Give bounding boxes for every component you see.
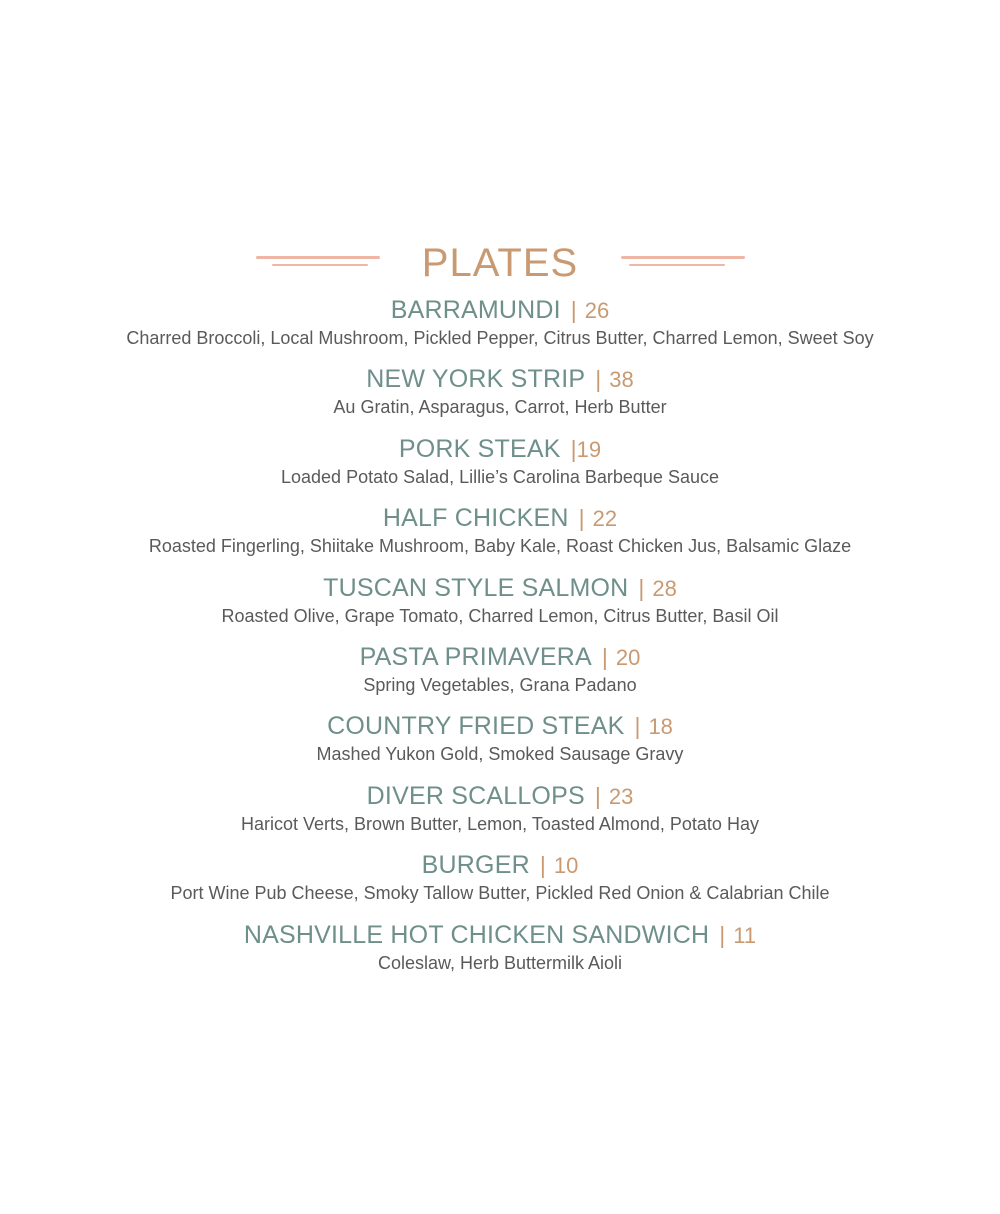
menu-item-heading (0, 572, 1000, 604)
menu-item-heading (0, 433, 1000, 465)
price-separator: | (578, 505, 585, 532)
decorative-lines-right (621, 256, 745, 268)
menu-item-heading (0, 710, 1000, 742)
menu-item-price: 23 (608, 783, 634, 809)
menu-item-description: Haricot Verts, Brown Butter, Lemon, Toasted Almond, Potato Hay (241, 813, 759, 834)
menu-item-heading (0, 641, 1000, 673)
menu-item-heading (0, 502, 1000, 534)
menu-item-price: 18 (648, 714, 673, 740)
menu-item-name: HALF CHICKEN (382, 504, 569, 533)
menu-item-heading (0, 780, 1000, 812)
price-separator: | (601, 643, 608, 670)
menu-item (0, 780, 1000, 849)
menu-item-name: PORK STEAK (398, 434, 561, 463)
menu-item (0, 710, 1000, 779)
menu-item-name: TUSCAN STYLE SALMON (323, 573, 629, 602)
menu-item-price: 26 (584, 298, 610, 323)
menu-item-description: Loaded Potato Salad, Lillie’s Carolina Barbeque Sauce (281, 466, 719, 487)
section-title: PLATES (421, 241, 579, 285)
menu-item-description: Coleslaw, Herb Buttermilk Aioli (377, 952, 623, 973)
menu-item-heading (0, 919, 1000, 951)
menu-list (0, 294, 1000, 988)
price-separator: | (570, 297, 577, 323)
menu-item-price: 11 (733, 922, 757, 948)
price-separator: | (595, 366, 602, 393)
menu-item-heading (0, 849, 1000, 881)
menu-item (0, 849, 1000, 918)
menu-item-name: PASTA PRIMAVERA (359, 642, 592, 671)
menu-item-name: NEW YORK STRIP (366, 365, 586, 394)
menu-item-description: Roasted Olive, Grape Tomato, Charred Lemon, Citrus Butter, Basil Oil (221, 605, 779, 626)
menu-item-name: BARRAMUNDI (390, 296, 561, 324)
price-separator: | (719, 921, 726, 948)
menu-item-price: 10 (553, 853, 579, 879)
menu-item (0, 363, 1000, 432)
menu-item-heading (0, 363, 1000, 395)
menu-item-description: Au Gratin, Asparagus, Carrot, Herb Butter (333, 397, 667, 418)
menu-item-price: 19 (576, 436, 602, 462)
menu-item (0, 294, 1000, 363)
price-separator: | (638, 574, 645, 601)
menu-item-price: 22 (592, 506, 618, 532)
menu-item-heading (0, 294, 1000, 326)
price-separator: | (634, 713, 641, 740)
menu-item-description: Mashed Yukon Gold, Smoked Sausage Gravy (316, 744, 684, 765)
decorative-line (629, 264, 725, 266)
menu-item-name: NASHVILLE HOT CHICKEN SANDWICH (243, 920, 710, 949)
menu-item (0, 919, 1000, 988)
price-separator: | (539, 852, 546, 879)
price-separator: | (570, 435, 577, 462)
section-header (0, 238, 1000, 288)
menu-item-description: Port Wine Pub Cheese, Smoky Tallow Butter, Pickled Red Onion & Calabrian Chile (170, 883, 830, 904)
menu-item (0, 433, 1000, 502)
price-separator: | (594, 782, 601, 809)
decorative-line (621, 256, 745, 259)
menu-item-description: Charred Broccoli, Local Mushroom, Pickled Pepper, Citrus Butter, Charred Lemon, Sweet Soy (126, 328, 874, 348)
menu-item (0, 572, 1000, 641)
menu-item (0, 641, 1000, 710)
menu-item-name: COUNTRY FRIED STEAK (327, 712, 625, 741)
menu-item-price: 20 (615, 644, 641, 670)
menu-item-name: BURGER (421, 851, 530, 880)
menu-item-price: 38 (609, 367, 634, 393)
menu-item-description: Spring Vegetables, Grana Padano (363, 674, 637, 695)
menu-item (0, 502, 1000, 571)
menu-item-description: Roasted Fingerling, Shiitake Mushroom, Baby Kale, Roast Chicken Jus, Balsamic Glaze (148, 536, 852, 557)
menu-item-name: DIVER SCALLOPS (366, 781, 585, 810)
menu-item-price: 28 (652, 575, 677, 601)
